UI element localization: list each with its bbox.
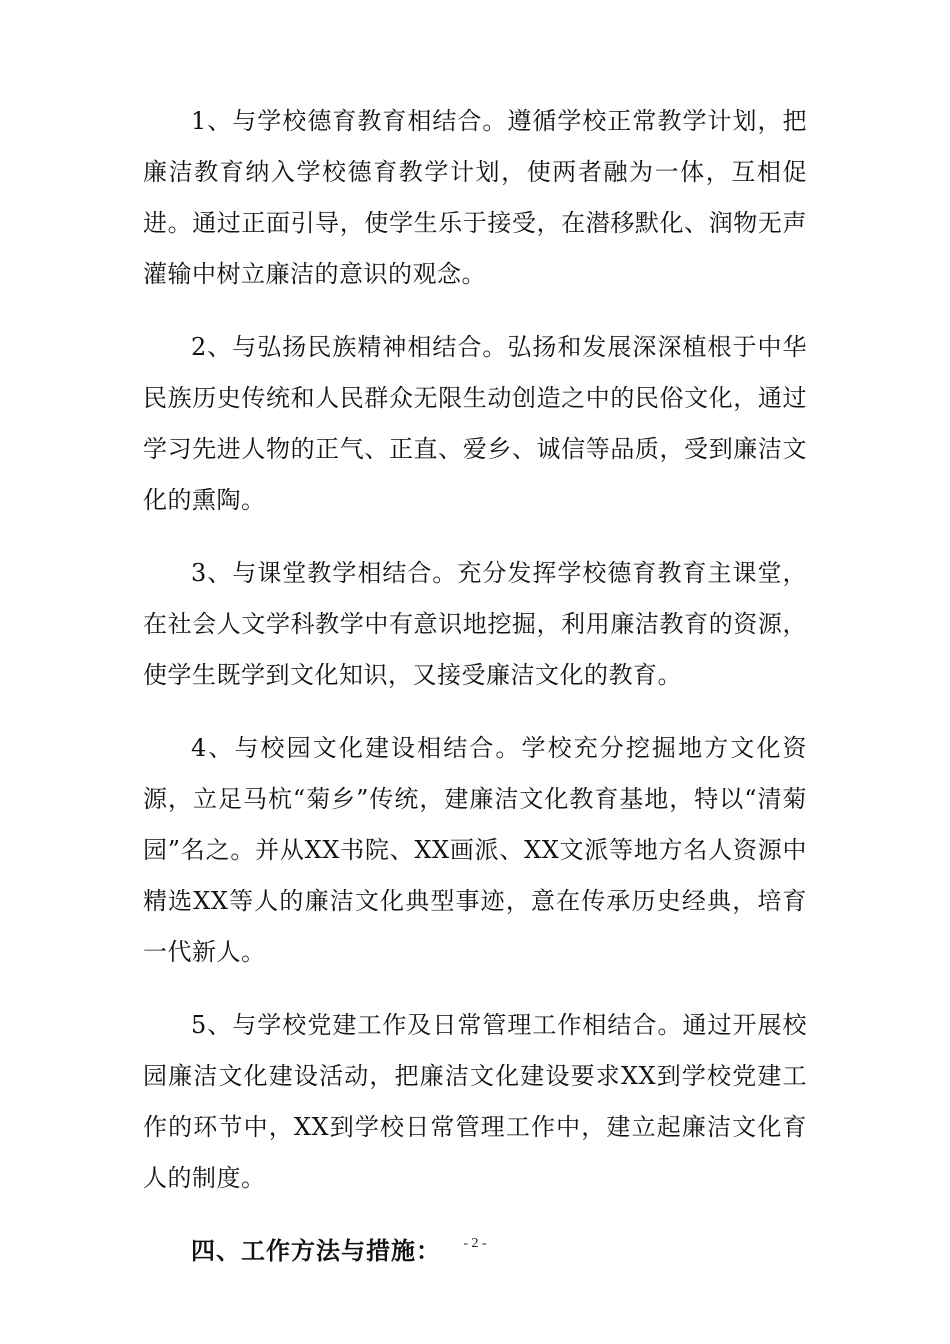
section-heading: 四、工作方法与措施： [191, 1237, 441, 1265]
page-number: - 2 - [463, 1236, 487, 1251]
paragraph-5: 5、与学校党建工作及日常管理工作相结合。通过开展校园廉洁文化建设活动，把廉洁文化建设要求XX到学校党建工作的环节中，XX到学校日常管理工作中，建立起廉洁文化育人的制度。 [143, 1011, 807, 1192]
paragraph-4: 4、与校园文化建设相结合。学校充分挖掘地方文化资源，立足马杭“菊乡”传统，建廉洁文化教育基地，特以“清菊园”名之。并从XX书院、XX画派、XX文派等地方名人资源中精选XX等人的廉洁文化典型事迹，意在传承历史经典，培育一代新人。 [143, 734, 807, 966]
paragraph-1: 1、与学校德育教育相结合。遵循学校正常教学计划，把廉洁教育纳入学校德育教学计划，使两者融为一体，互相促进。通过正面引导，使学生乐于接受，在潜移默化、润物无声灌输中树立廉洁的意识的观念。 [143, 107, 807, 288]
paragraph-2: 2、与弘扬民族精神相结合。弘扬和发展深深植根于中华民族历史传统和人民群众无限生动创造之中的民俗文化，通过学习先进人物的正气、正直、爱乡、诚信等品质，受到廉洁文化的熏陶。 [143, 333, 807, 514]
paragraph-3: 3、与课堂教学相结合。充分发挥学校德育教育主课堂，在社会人文学科教学中有意识地挖掘，利用廉洁教育的资源，使学生既学到文化知识，又接受廉洁文化的教育。 [143, 559, 807, 689]
document-body [143, 96, 807, 1277]
